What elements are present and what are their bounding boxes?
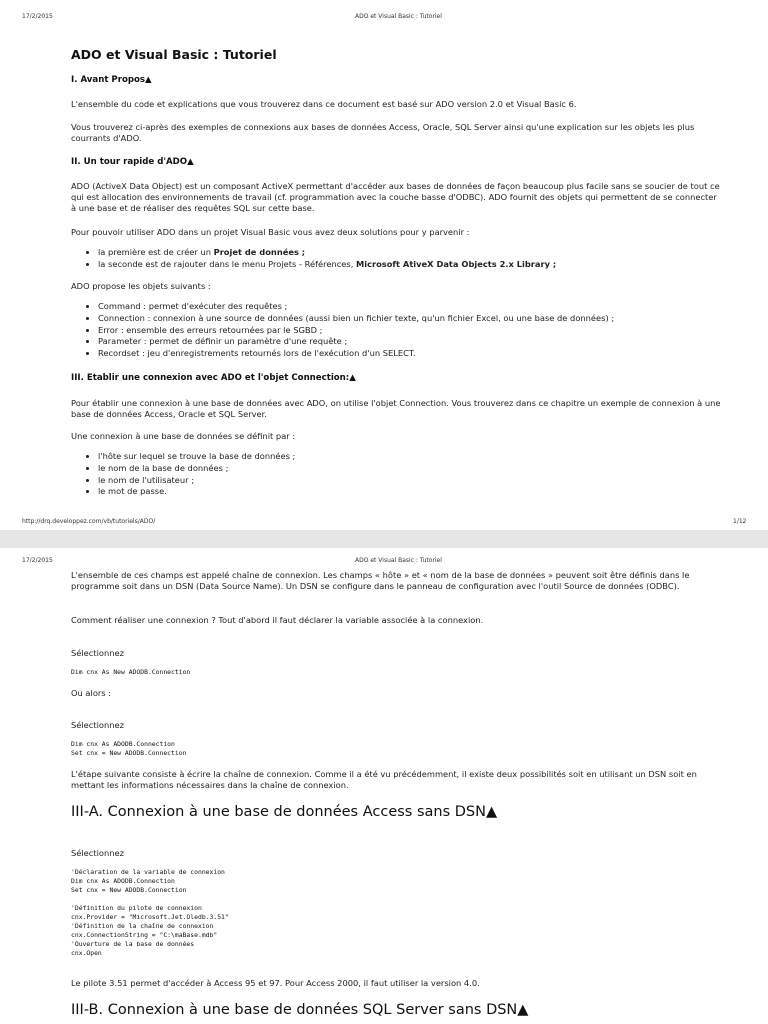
document-title: ADO et Visual Basic : Tutoriel <box>71 47 277 62</box>
code-block: Dim cnx As ADODB.Connection Set cnx = New ADODB.Connection <box>71 740 187 757</box>
paragraph: Pour pouvoir utiliser ADO dans un projet Visual Basic vous avez deux solutions pour y parvenir : <box>71 227 470 237</box>
list-item: • la seconde est de rajouter dans le menu Projets - Références, Microsoft AtiveX Data Objects 2.x Library ; <box>98 259 748 271</box>
page-header-title: ADO et Visual Basic : Tutoriel <box>355 557 442 564</box>
list-item: • Recordset : jeu d'enregistrements retournés lors de l'exécution d'un SELECT. <box>98 348 748 360</box>
bullet-list-objects <box>71 301 748 360</box>
list-item: • Error : ensemble des erreurs retournées par le SGBD ; <box>98 325 748 337</box>
bullet-list-solutions <box>71 247 748 271</box>
list-item: • l'hôte sur lequel se trouve la base de données ; <box>98 451 748 463</box>
paragraph: ADO (ActiveX Data Object) est un composant ActiveX permettant d'accéder aux bases de données de façon beaucoup plus facile sans se soucier de tout ce qui est allocation des environnements de travail (cf. programmation avec la couche basse d'ODBC). ADO fournit des objets qui permettent de se connecter à une base et de réaliser des requêtes SQL sur cette base. <box>71 181 720 213</box>
bullet-list-connection-fields <box>71 451 748 498</box>
page-header-date: 17/2/2015 <box>22 13 53 20</box>
list-item: • la première est de créer un Projet de données ; <box>98 247 748 259</box>
paragraph: Pour établir une connexion à une base de données avec ADO, on utilise l'objet Connection. Vous trouverez dans ce chapitre un exemple de connexion à une base de données Access, Oracle et SQL Server. <box>71 398 721 419</box>
section-heading-tour-rapide: II. Un tour rapide d'ADO▲ <box>71 157 194 167</box>
document-page-2 <box>0 548 768 1024</box>
select-code-link[interactable]: Sélectionnez <box>71 720 124 730</box>
page-footer-number: 1/12 <box>733 518 747 525</box>
page-footer-url: http://drq.developpez.com/vb/tutoriels/ADO/ <box>22 518 156 525</box>
list-item: • le mot de passe. <box>98 486 748 498</box>
page-separator <box>0 530 768 548</box>
code-block: 'Déclaration de la variable de connexion Dim cnx As ADODB.Connection Set cnx = New ADODB.Connection 'Définition du pilote de connexion cnx.Provider = "Microsoft.Jet.Oledb.3.51" 'Définition de la chaîne de connexion cnx.ConnectionString = "C:\maBase.mdb" 'Ouverture de la base de données cnx.Open <box>71 868 229 957</box>
page-header-title: ADO et Visual Basic : Tutoriel <box>355 13 442 20</box>
paragraph: ADO propose les objets suivants : <box>71 281 211 291</box>
paragraph: L'étape suivante consiste à écrire la chaîne de connexion. Comme il a été vu précédemment, il existe deux possibilités soit en utilisant un DSN soit en mettant les informations nécessaires dans la chaîne de connexion. <box>71 769 697 790</box>
paragraph: Une connexion à une base de données se définit par : <box>71 431 296 441</box>
section-heading-avant-propos: I. Avant Propos▲ <box>71 75 152 85</box>
list-item: • le nom de l'utilisateur ; <box>98 475 748 487</box>
section-heading-access: III-A. Connexion à une base de données Access sans DSN▲ <box>71 804 498 820</box>
paragraph: Vous trouverez ci-après des exemples de connexions aux bases de données Access, Oracle, SQL Server ainsi qu'une explication sur les objets les plus courrants d'ADO. <box>71 122 695 143</box>
paragraph: Ou alors : <box>71 688 112 698</box>
paragraph: L'ensemble du code et explications que vous trouverez dans ce document est basé sur ADO version 2.0 et Visual Basic 6. <box>71 99 577 109</box>
section-heading-sql-server: III-B. Connexion à une base de données SQL Server sans DSN▲ <box>71 1002 529 1018</box>
list-item: • Connection : connexion à une source de données (aussi bien un fichier texte, qu'un fichier Excel, ou une base de données) ; <box>98 313 748 325</box>
select-code-link[interactable]: Sélectionnez <box>71 848 124 858</box>
list-item: • le nom de la base de données ; <box>98 463 748 475</box>
list-item: • Parameter : permet de définir un paramètre d'une requête ; <box>98 336 748 348</box>
code-block: Dim cnx As New ADODB.Connection <box>71 668 191 676</box>
paragraph: Comment réaliser une connexion ? Tout d'abord il faut déclarer la variable associée à la connexion. <box>71 615 484 625</box>
page-header-date: 17/2/2015 <box>22 557 53 564</box>
list-item: • Command : permet d'exécuter des requêtes ; <box>98 301 748 313</box>
paragraph: L'ensemble de ces champs est appelé chaîne de connexion. Les champs « hôte » et « nom de la base de données » peuvent soit être définis dans le programme soit dans un DSN (Data Source Name). Un DSN se configure dans le panneau de configuration avec l'outil Source de données (ODBC). <box>71 570 690 591</box>
paragraph: Le pilote 3.51 permet d'accéder à Access 95 et 97. Pour Access 2000, il faut utiliser la version 4.0. <box>71 978 480 988</box>
select-code-link[interactable]: Sélectionnez <box>71 648 124 658</box>
section-heading-connexion: III. Etablir une connexion avec ADO et l'objet Connection:▲ <box>71 373 356 383</box>
